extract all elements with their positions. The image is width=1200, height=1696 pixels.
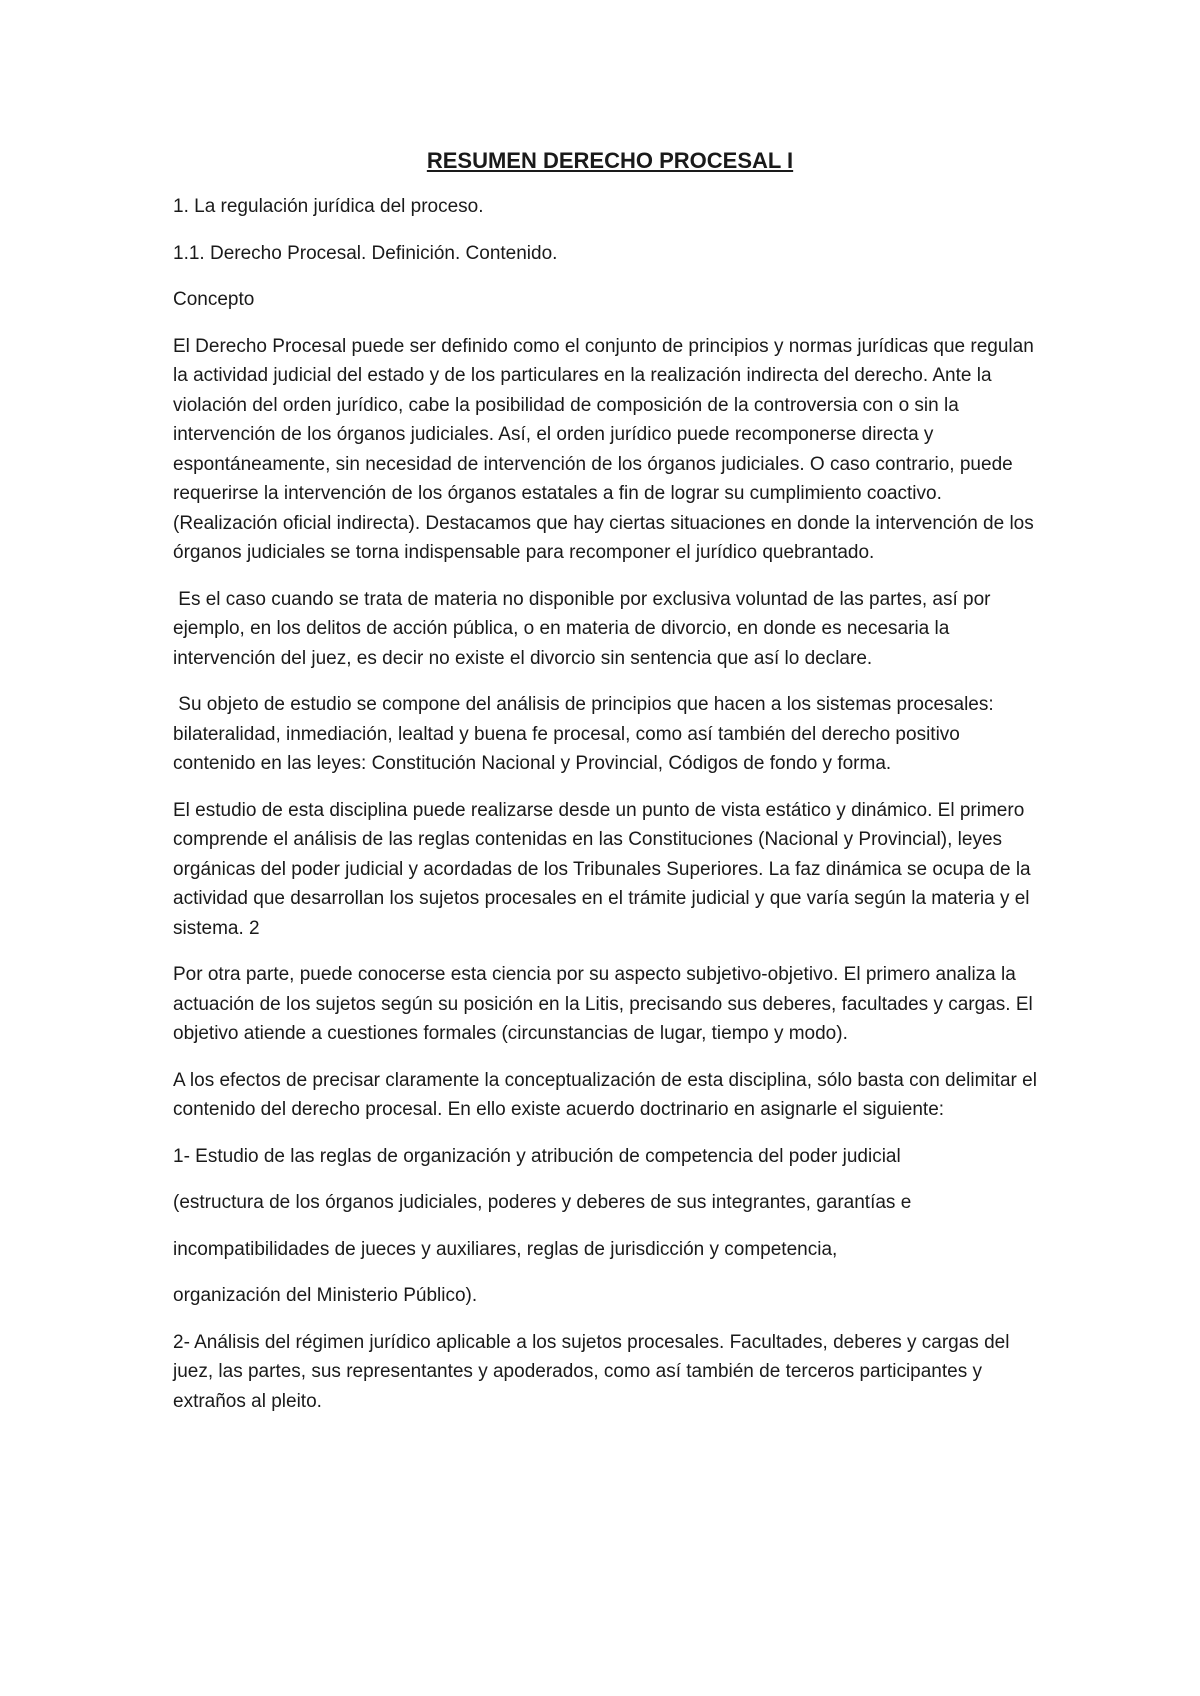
- list-item-1-line-3: incompatibilidades de jueces y auxiliares, reglas de jurisdicción y competencia,: [173, 1238, 838, 1260]
- section-heading-1: 1. La regulación jurídica del proceso.: [173, 196, 484, 217]
- document-title: RESUMEN DERECHO PROCESAL I: [426, 148, 794, 173]
- section-heading-1-1: 1.1. Derecho Procesal. Definición. Contenido.: [173, 242, 558, 264]
- list-item-1-line-2: (estructura de los órganos judiciales, poderes y deberes de sus integrantes, garantías e: [173, 1192, 912, 1213]
- paragraph-contenido: A los efectos de precisar claramente la conceptualización de esta disciplina, sólo basta con delimitar el contenido del derecho procesal. En ello existe acuerdo doctrinario en asignarle el siguiente:: [173, 1069, 1037, 1120]
- paragraph-definition: El Derecho Procesal puede ser definido como el conjunto de principios y normas jurídicas que regulan la actividad judicial del estado y de los particulares en la realización indirecta del derecho. Ante la violación del orden jurídico, cabe la posibilidad de composición de la controversia con o sin la intervención de los órganos judiciales. Así, el orden jurídico puede recomponerse directa y espontáneamente, sin necesidad de intervención de los órganos judiciales. O caso contrario, puede requerirse la intervención de los órganos estatales a fin de lograr su cumplimiento coactivo. (Realización oficial indirecta). Destacamos que hay ciertas situaciones en donde la intervención de los órganos judiciales se torna indispensable para recomponer el jurídico quebrantado.: [173, 335, 1034, 563]
- paragraph-materia-no-disponible: Es el caso cuando se trata de materia no disponible por exclusiva voluntad de las partes, así por ejemplo, en los delitos de acción pública, o en materia de divorcio, en donde es necesaria la intervención del juez, es decir no existe el divorcio sin sentencia que así lo declare.: [173, 588, 996, 669]
- paragraph-estatico-dinamico: El estudio de esta disciplina puede realizarse desde un punto de vista estático y dinámico. El primero comprende el análisis de las reglas contenidas en las Constituciones (Nacional y Provincial), leyes orgánicas del poder judicial y acordadas de los Tribunales Superiores. La faz dinámica se ocupa de la actividad que desarrollan los sujetos procesales en el trámite judicial y que varía según la materia y el sistema. 2: [173, 799, 1031, 939]
- paragraph-objeto-de-estudio: Su objeto de estudio se compone del análisis de principios que hacen a los sistemas procesales: bilateralidad, inmediación, lealtad y buena fe procesal, como así también del derecho positivo contenido en las leyes: Constitución Nacional y Provincial, Códigos de fondo y forma.: [173, 694, 999, 774]
- list-item-2: 2- Análisis del régimen jurídico aplicable a los sujetos procesales. Facultades, deberes y cargas del juez, las partes, sus representantes y apoderados, como así también de terceros participantes y extraños al pleito.: [173, 1331, 1010, 1412]
- subheading-concepto: Concepto: [173, 289, 255, 310]
- list-item-1-line-4: organización del Ministerio Público).: [173, 1285, 478, 1306]
- document-body: [173, 146, 1043, 1433]
- list-item-1-line-1: 1- Estudio de las reglas de organización y atribución de competencia del poder judicial: [173, 1145, 901, 1167]
- paragraph-subjetivo-objetivo: Por otra parte, puede conocerse esta ciencia por su aspecto subjetivo-objetivo. El primero analiza la actuación de los sujetos según su posición en la Litis, precisando sus deberes, facultades y cargas. El objetivo atiende a cuestiones formales (circunstancias de lugar, tiempo y modo).: [173, 964, 1033, 1044]
